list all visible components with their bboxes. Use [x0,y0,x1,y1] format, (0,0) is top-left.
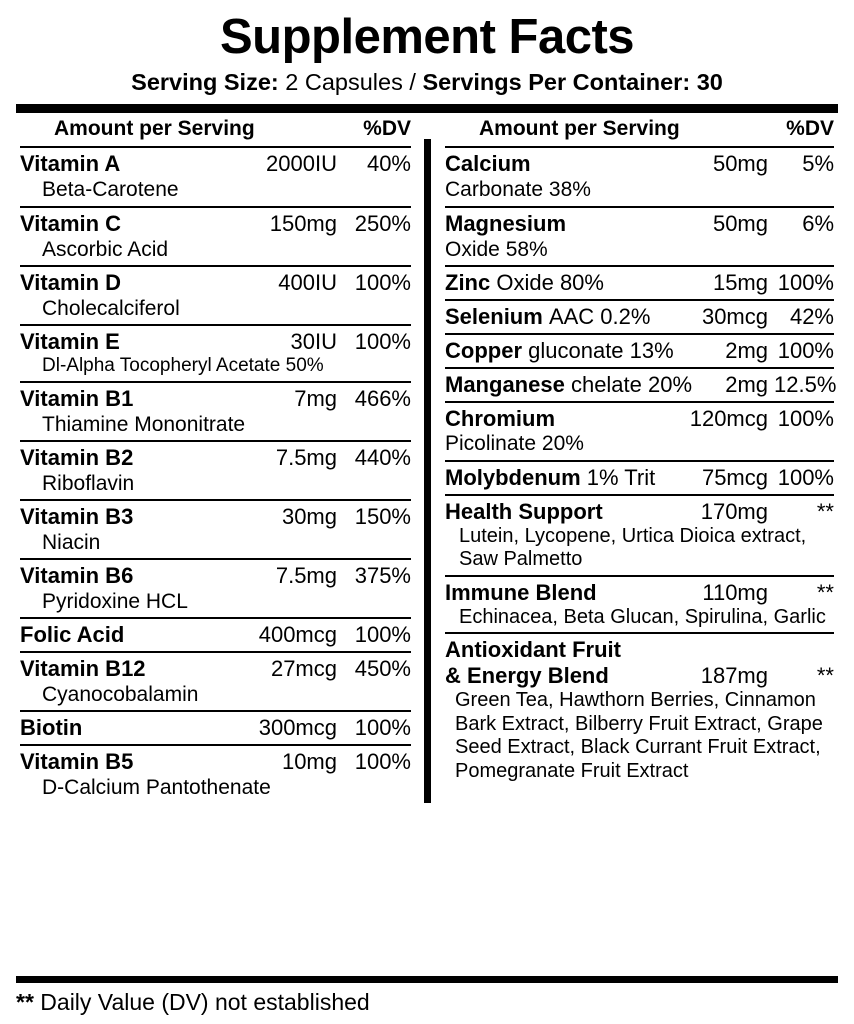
nutrient-source: Niacin [42,530,101,554]
amount-per-serving-header-left: Amount per Serving [54,117,255,141]
bottom-rule [16,976,838,983]
blend-row [445,575,834,633]
blend-name-line2: & Energy Blend [445,663,609,689]
nutrient-amount: 50mg [712,151,768,177]
left-column-header [20,115,411,146]
right-column [427,115,838,803]
blend-amount: 187mg [700,663,768,689]
table-row [20,744,411,803]
nutrient-source: Riboflavin [42,471,135,495]
nutrient-dv: 450% [354,656,411,682]
table-row [20,206,411,265]
nutrient-source: Beta-Carotene [42,178,179,202]
blend-row [445,632,834,786]
nutrient-dv: 100% [354,622,411,648]
blend-dv: ** [816,663,834,689]
nutrient-dv: 100% [777,269,834,295]
table-row [20,381,411,440]
nutrient-qualifier: chelate 20% [570,371,693,397]
nutrient-source: Oxide 58% [445,237,548,261]
footnote-text: Daily Value (DV) not established [40,989,370,1015]
table-row [20,651,411,710]
table-row [20,265,411,324]
nutrient-amount: 75mcg [701,464,768,490]
nutrient-source: Picolinate 20% [445,432,584,456]
top-rule [16,104,838,113]
nutrient-source: D-Calcium Pantothenate [42,776,271,800]
nutrient-dv: 5% [802,151,834,177]
nutrient-amount: 30mcg [701,303,768,329]
serving-info [16,69,838,96]
table-row [445,299,834,333]
footnote [16,989,838,1016]
nutrient-amount: 2mg [725,371,768,397]
nutrient-dv: 100% [777,337,834,363]
nutrient-name: Vitamin A [20,151,121,177]
table-row [20,710,411,744]
nutrient-name: Chromium [445,405,555,431]
nutrient-name: Vitamin C [20,210,122,236]
nutrient-source: Ascorbic Acid [42,237,169,261]
footnote-area [16,976,838,1016]
blend-amount: 170mg [700,498,768,524]
table-row [445,333,834,367]
nutrient-name: Biotin [20,715,83,741]
nutrient-name: Copper [445,337,522,363]
page-title: Supplement Facts [219,10,635,64]
table-row [20,324,411,381]
column-divider [424,139,431,803]
nutrient-name: Vitamin B12 [20,656,146,682]
blend-dv: ** [816,579,834,605]
nutrient-amount: 30IU [290,328,337,354]
blend-ingredients: Echinacea, Beta Glucan, Spirulina, Garlic [459,605,826,628]
table-row [445,206,834,265]
serving-separator: / [409,69,416,96]
servings-per-container-label: Servings Per Container: [422,69,691,96]
blend-dv: ** [816,498,834,524]
nutrient-columns [16,115,838,803]
servings-per-container-value: 30 [696,69,723,96]
nutrient-qualifier: AAC 0.2% [548,303,651,329]
nutrient-dv: 100% [354,749,411,775]
nutrient-source: Cyanocobalamin [42,683,199,707]
nutrient-dv: 6% [802,210,834,236]
nutrient-name: Vitamin B5 [20,749,134,775]
nutrient-source: Dl-Alpha Tocopheryl Acetate 50% [42,354,324,376]
right-column-header [445,115,834,146]
nutrient-qualifier: gluconate 13% [528,337,674,363]
nutrient-name: Selenium [445,303,543,329]
nutrient-name: Calcium [445,151,531,177]
dv-header-left: %DV [363,117,411,141]
nutrient-dv: 100% [354,328,411,354]
blend-name-line1: Antioxidant Fruit [445,637,621,663]
nutrient-amount: 150mg [269,210,337,236]
nutrient-qualifier: 1% Trit [586,464,656,490]
nutrient-dv: 40% [366,151,411,177]
nutrient-amount: 7mg [294,385,337,411]
nutrient-amount: 7.5mg [275,444,337,470]
nutrient-amount: 10mg [281,749,337,775]
nutrient-dv: 42% [789,303,834,329]
serving-size-value: 2 Capsules [285,69,403,96]
nutrient-name: Vitamin D [20,269,122,295]
nutrient-name: Molybdenum [445,464,581,490]
table-row [20,146,411,205]
nutrient-name: Vitamin E [20,328,120,354]
blend-ingredients: Lutein, Lycopene, Urtica Dioica extract, Saw Palmetto [459,524,807,571]
nutrient-amount: 400IU [278,269,337,295]
nutrient-qualifier: Oxide 80% [496,269,604,295]
nutrient-amount: 400mcg [258,622,337,648]
nutrient-dv: 100% [354,715,411,741]
nutrient-amount: 30mg [281,503,337,529]
left-column [16,115,427,803]
nutrient-name: Vitamin B3 [20,503,134,529]
nutrient-dv: 100% [777,405,834,431]
nutrient-name: Folic Acid [20,622,125,648]
table-row [445,265,834,299]
table-row [20,558,411,617]
nutrient-name: Vitamin B6 [20,563,134,589]
blend-name: Health Support [445,498,603,524]
nutrient-dv: 466% [354,385,411,411]
nutrient-source: Carbonate 38% [445,178,591,202]
nutrient-amount: 50mg [712,210,768,236]
table-row [20,617,411,651]
nutrient-amount: 2000IU [266,151,337,177]
table-row [445,401,834,460]
nutrient-dv: 100% [777,464,834,490]
nutrient-amount: 300mcg [258,715,337,741]
footnote-stars: ** [16,989,34,1015]
nutrient-source: Thiamine Mononitrate [42,412,246,436]
dv-header-right: %DV [786,117,834,141]
nutrient-name: Zinc [445,269,491,295]
table-row [445,460,834,494]
blend-name: Immune Blend [445,579,597,605]
table-row [445,367,837,401]
nutrient-amount: 15mg [712,269,768,295]
table-row [20,440,411,499]
nutrient-name: Vitamin B2 [20,444,134,470]
nutrient-dv: 250% [354,210,411,236]
nutrient-name: Manganese [445,371,565,397]
nutrient-source: Cholecalciferol [42,296,180,320]
blend-ingredients: Green Tea, Hawthorn Berries, Cinnamon Bark Extract, Bilberry Fruit Extract, Grape Seed Extract, Black Currant Fruit Extract, Pomegranate Fruit Extract [455,689,823,782]
nutrient-dv: 150% [354,503,411,529]
table-row [20,499,411,558]
amount-per-serving-header-right: Amount per Serving [479,117,680,141]
nutrient-amount: 2mg [725,337,768,363]
nutrient-dv: 440% [354,444,411,470]
nutrient-amount: 27mcg [270,656,337,682]
nutrient-dv: 12.5% [774,371,837,397]
nutrient-source: Pyridoxine HCL [42,589,188,613]
blend-row [445,494,834,575]
nutrient-name: Magnesium [445,210,567,236]
blend-amount: 110mg [702,579,768,605]
serving-size-label: Serving Size: [131,69,279,96]
nutrient-amount: 120mcg [689,405,768,431]
nutrient-dv: 100% [354,269,411,295]
nutrient-dv: 375% [354,563,411,589]
nutrient-amount: 7.5mg [275,563,337,589]
table-row [445,146,834,205]
nutrient-name: Vitamin B1 [20,385,134,411]
